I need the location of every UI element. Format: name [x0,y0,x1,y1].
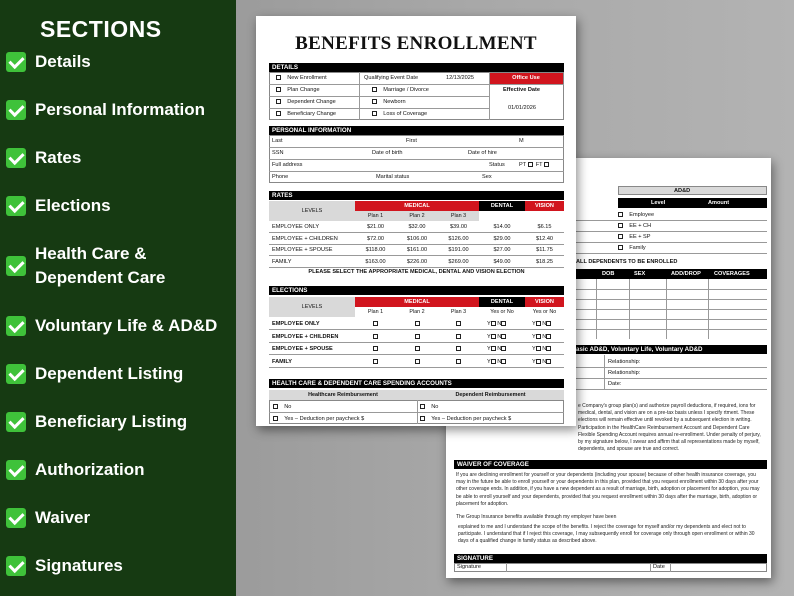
rates-note: PLEASE SELECT THE APPROPRIATE MEDICAL, DENTAL AND VISION ELECTION [308,269,525,275]
waiver-text-2: The Group Insurance benefits available through my employer have been [456,514,617,520]
yes-checkbox[interactable] [536,359,541,364]
yes-checkbox[interactable] [536,346,541,351]
rate-level-label: EMPLOYEE + SPOUSE [272,247,333,253]
checkbox[interactable] [618,212,623,217]
checkbox[interactable] [276,111,281,116]
plan-checkbox[interactable] [456,334,461,339]
no-checkbox[interactable] [501,334,506,339]
section-item-details: Details [6,50,91,74]
effective-date-value: 01/01/2026 [508,105,536,111]
checkmark-icon [6,508,26,528]
level-row: Employee [618,211,654,219]
checkmark-icon [6,556,26,576]
plan-checkbox[interactable] [373,346,378,351]
rate-value: $161.00 [406,247,428,253]
date-label: Date: [608,381,622,387]
yes-checkbox[interactable] [491,334,496,339]
pt-ft-checkboxes: PT FT [519,161,549,169]
yes-no-checkboxes: Y N [487,320,506,328]
rate-value: $32.00 [408,224,426,230]
rates-header: RATES [269,191,564,200]
plan-checkbox[interactable] [373,321,378,326]
section-item-waiver: Waiver [6,506,90,530]
rate-value: $14.00 [493,224,511,230]
plan-checkbox[interactable] [415,359,420,364]
rate-value: $12.40 [535,235,554,242]
yes-no-checkboxes: Y N [487,345,506,353]
plan-checkbox[interactable] [373,359,378,364]
checkbox[interactable] [420,404,425,409]
yes-checkbox[interactable] [491,359,496,364]
checkbox[interactable] [372,111,377,116]
rate-value: $39.00 [449,224,468,230]
details-header: DETAILS [269,63,564,72]
election-level-label: EMPLOYEE ONLY [272,321,320,327]
checkmark-icon [6,52,26,72]
rate-value: $191.00 [448,247,469,253]
checkbox[interactable] [528,162,533,167]
plan-checkbox[interactable] [373,334,378,339]
plan-checkbox[interactable] [456,359,461,364]
yes-no-checkboxes: Y N [532,358,551,366]
checkbox[interactable] [420,416,425,421]
rate-value: $6.15 [537,224,552,230]
amount-header: Amount [708,200,730,206]
event-date-value: 12/13/2025 [446,75,474,81]
signature-label: Signature [457,564,481,570]
marriage-row: Marriage / Divorce [372,86,429,94]
checkbox[interactable] [273,404,278,409]
effective-date-label: Effective Date [503,87,540,93]
plan-checkbox[interactable] [456,346,461,351]
healthcare-header: Healthcare Reimbursement [269,390,417,400]
dc-yes-option: Yes – Deduction per paycheck $ [420,415,511,423]
newborn-row: Newborn [372,98,406,106]
rate-value: $269.00 [448,258,469,265]
section-item-signatures: Signatures [6,554,123,578]
qualifying-event-label: Qualifying Event Date [364,75,419,81]
document-title: BENEFITS ENROLLMENT [295,33,537,54]
rate-value: $226.00 [406,258,428,265]
hc-no-option: No [273,403,291,411]
section-item-personal-information: Personal Information [6,98,205,122]
level-row: EE + CH [618,222,651,230]
voluntary-header: asic AD&D, Voluntary Life, Voluntary AD&D [556,345,767,354]
loss-of-coverage-row: Loss of Coverage [372,110,427,118]
election-level-label: EMPLOYEE + CHILDREN [272,333,339,340]
dependents-note: ALL DEPENDENTS TO BE ENROLLED [576,259,678,265]
sidebar-title: SECTIONS [40,16,162,42]
checkbox[interactable] [276,99,281,104]
section-item-rates: Rates [6,146,81,170]
no-checkbox[interactable] [546,346,551,351]
checkbox[interactable] [618,223,623,228]
rates-vision-header: VISION [525,201,564,211]
checkmark-icon [6,364,26,384]
section-item-authorization: Authorization [6,458,145,482]
rates-medical-header: MEDICAL [355,201,479,211]
checkmark-icon [6,412,26,432]
rate-value: $118.00 [365,247,386,253]
add-title: AD&D [674,188,691,194]
checkbox[interactable] [276,75,281,80]
add-header [618,186,767,195]
yes-no-checkboxes: Y N [532,320,551,328]
personal-info-header: PERSONAL INFORMATION [269,126,564,135]
no-checkbox[interactable] [546,321,551,326]
level-header: Level [651,200,666,206]
rates-levels-header: LEVELS [269,201,355,221]
waiver-text-3: explained to me and I understand the scope of the benefits. I reject the coverage for myself and/or my dependents and elect not to participate. I understand that if I reject this coverage, I may subsequently enroll for coverage only through open enrollment or within 30 days of a qualified change in family status as described above. [458,524,755,545]
rate-value: $18.25 [535,258,554,265]
election-level-label: EMPLOYEE + SPOUSE [272,346,333,352]
yes-no-checkboxes: Y N [487,358,506,366]
rate-value: $21.00 [366,224,385,230]
yes-no-checkboxes: Y N [487,333,506,341]
no-checkbox[interactable] [501,359,506,364]
checkbox[interactable] [273,416,278,421]
dc-no-option: No [420,403,438,411]
signature-header: SIGNATURE [454,554,767,563]
section-item-voluntary-life: Voluntary Life & AD&D [6,314,217,338]
no-checkbox[interactable] [501,321,506,326]
rates-dental-header: DENTAL [479,201,525,211]
checkmark-icon [6,256,26,276]
rate-level-label: FAMILY [272,258,292,265]
rate-value: $72.00 [366,235,385,242]
plan-change-row: Plan Change [276,86,320,94]
checkmark-icon [6,100,26,120]
beneficiary-change-row: Beneficiary Change [276,110,336,118]
rate-value: $106.00 [406,235,428,242]
elections-levels-header: LEVELS [269,297,355,317]
section-item-elections: Elections [6,194,111,218]
yes-checkbox[interactable] [536,321,541,326]
sections-sidebar [0,0,236,596]
rate-value: $29.00 [493,235,511,242]
yes-checkbox[interactable] [536,334,541,339]
rate-value: $11.75 [536,247,553,253]
level-row: Family [618,244,646,252]
dependent-change-row: Dependent Change [276,98,336,106]
rate-value: $49.00 [493,258,511,265]
section-item-beneficiary-listing: Beneficiary Listing [6,410,187,434]
checkbox[interactable] [372,99,377,104]
hc-yes-option: Yes – Deduction per paycheck $ [273,415,364,423]
section-item-dependent-listing: Dependent Listing [6,362,183,386]
elections-header: ELECTIONS [269,286,564,295]
no-checkbox[interactable] [546,334,551,339]
checkbox[interactable] [276,87,281,92]
rate-value: $163.00 [365,258,386,265]
back-page: AD&D Level Amount Employee EE + CH EE + SP Family ALL DEPENDENTS TO BE ENROLLED DOB SEX ADD/DROP COVERAGES asic AD&D, Voluntary Life, Voluntary AD&D Relationship: Relationship: Date: e Company's group plan(s) and authorize payroll deductions, if required, ions for medical, dental, and vision are on a pre-tax basis unless I specify rtment. These elections will remain effective until revoked by a subsequent election in writing. Participation in the HealthCare Reimbursement Account and Dependent Care Flexible Spending Account requires annual re-enrollment. Under penalty of perjury, by my signature below, I swear and affirm that all representations made by myself, dependents, and spouse are true and correct. WAIVER OF COVERAGE If you are declining enrollment for yourself or your dependents (including your spouse) because of other health insurance coverage, you may in the future be able to enroll yourself or your dependents in this plan, provided that you request enrollment within 30 days after your other coverage ends. In addition, if you have a new dependent as a result of marriage, birth, adoption or placement for adoption, you may be able to enroll yourself and your dependents, provided that you request enrollment within 30 days after the marriage, birth, adoption or placement for adoption. The Group Insurance benefits available through my employer have been explained to me and I understand the scope of the benefits. I reject the coverage for myself and/or my dependents and elect not to participate. I understand that if I reject this coverage, I may subsequently enroll for coverage only through open enrollment or within 30 days of a qualified change in family status as described above. SIGNATURE Signature Date [446,158,771,578]
level-amount-header [618,198,767,208]
checkbox[interactable] [372,87,377,92]
no-checkbox[interactable] [546,359,551,364]
date-label: Date [653,564,665,570]
checkmark-icon [6,316,26,336]
checkmark-icon [6,148,26,168]
checkbox[interactable] [618,234,623,239]
rate-level-label: EMPLOYEE ONLY [272,224,320,230]
plan-checkbox[interactable] [415,334,420,339]
relationship-label: Relationship: [608,359,641,365]
section-item-health-care: Health Care & Dependent Care [6,242,165,290]
election-level-label: FAMILY [272,358,292,365]
rate-level-label: EMPLOYEE + CHILDREN [272,235,338,242]
spending-header: HEALTH CARE & DEPENDENT CARE SPENDING ACCOUNTS [269,379,564,388]
checkbox[interactable] [618,245,623,250]
plan-checkbox[interactable] [415,346,420,351]
plan-checkbox[interactable] [456,321,461,326]
rate-value: $126.00 [448,235,469,242]
office-use-badge: Office Use [489,73,563,84]
yes-checkbox[interactable] [491,321,496,326]
signature-row [454,563,767,572]
plan-checkbox[interactable] [415,321,420,326]
level-row: EE + SP [618,233,651,241]
checkbox[interactable] [544,162,549,167]
authorization-text: e Company's group plan(s) and authorize payroll deductions, if required, ions for medical, dental, and vision are on a pre-tax basis unless I specify rtment. These elections will remain effective until revoked by a subsequent election in writing. Participation in the HealthCare Reimbursement Account and Dependent Care Flexible Spending Account requires annual re-enrollment. Under penalty of perjury, by my signature below, I swear and affirm that all representations made by myself, dependents, and spouse are true and correct. [578,403,761,453]
front-page: BENEFITS ENROLLMENT DETAILS New Enrollment Plan Change Dependent Change Beneficiary Change Qualifying Event Date 12/13/2025 Marriage / Divorce Newborn Loss of Coverage Office Use Effective Date 01/01/2026 PERSONAL INFORMATION Last First M SSN Date of birth Date of hire Full address Status PT FT Phone Marital status Sex RATES LEVELS MEDICAL DENTAL VISION Plan 1 Plan 2 Plan 3 EMPLOYEE ONLY $21.00 $32.00 $39.00 $14.00 $6.15 EMPLOYEE + CHILDREN $72.00 $106.00 $126.00 $29.00 $12.40 EMPLOYEE + SPOUSE $118.00 $161.00 $191.00 $27.00 $11.75 FAMILY $163.00 $226.00 $269.00 $49.00 $18.25 PLEASE SELECT THE APPROPRIATE MEDICAL, DENTAL AND VISION ELECTION ELECTIONS LEVELS MEDICAL DENTAL VISION Plan 1 Plan 2 Plan 3 Yes or No Yes or No EMPLOYEE ONLY Y N Y N EMPLOYEE + CHILDREN Y N Y N EMPLOYEE + SPOUSE Y N Y N FAMILY Y N Y N HEALTH CARE & DEPENDENT CARE SPENDING ACCOUNTS Healthcare Reimbursement Dependent Reimbursement No Yes – Deduction per paycheck $ No Yes – Deduction per paycheck $ [256,16,576,426]
checkmark-icon [6,460,26,480]
rate-value: $27.00 [493,247,511,253]
new-enrollment-row: New Enrollment [276,74,327,82]
checkmark-icon [6,196,26,216]
relationship-label: Relationship: [608,370,641,376]
dependent-care-header: Dependent Reimbursement [417,390,564,400]
yes-no-checkboxes: Y N [532,345,551,353]
yes-checkbox[interactable] [491,346,496,351]
yes-no-checkboxes: Y N [532,333,551,341]
no-checkbox[interactable] [501,346,506,351]
waiver-text: If you are declining enrollment for yourself or your dependents (including your spouse) because of other health insurance coverage, you may in the future be able to enroll yourself or your dependents in this plan, provided that you request enrollment within 30 days after your other coverage ends. In addition, if you have a new dependent as a result of marriage, birth, adoption or placement for adoption, you may be able to enroll yourself and your dependents, provided that you request enrollment within 30 days after the marriage, birth, adoption or placement for adoption. [456,472,760,507]
waiver-header: WAIVER OF COVERAGE [454,460,767,469]
